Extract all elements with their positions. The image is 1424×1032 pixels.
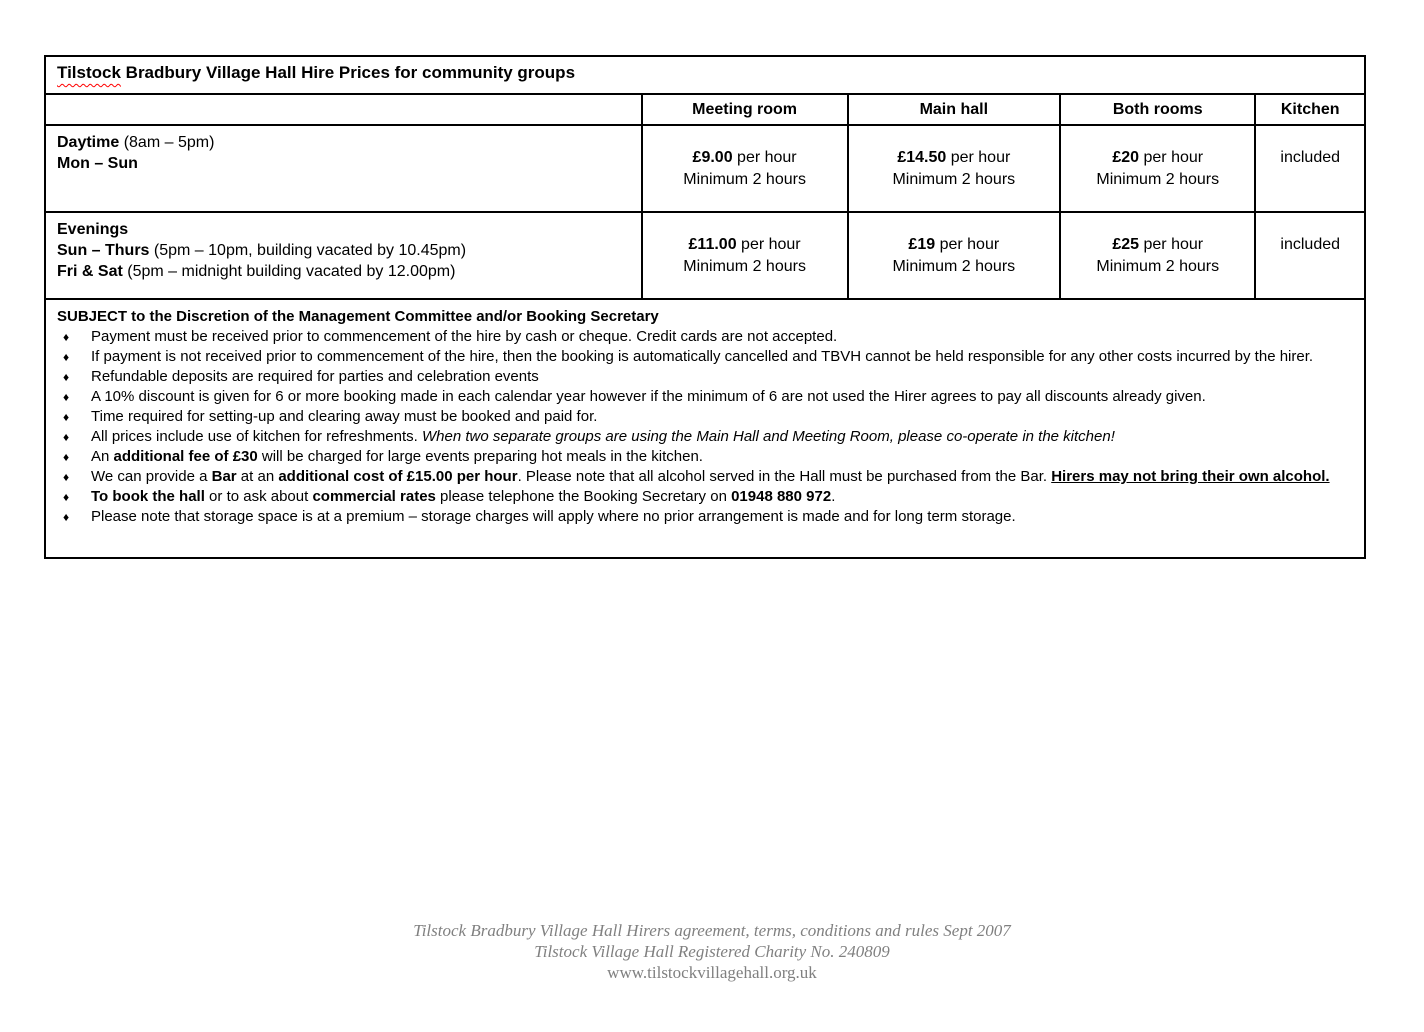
price-suffix: per hour: [1139, 148, 1204, 166]
title-row: [45, 56, 1365, 94]
daytime-row: [45, 125, 1365, 212]
footer-agreement-line: Tilstock Bradbury Village Hall Hirers agreement, terms, conditions and rules Sept 2007: [413, 921, 1011, 940]
bullet-diamond-icon: ♦: [63, 390, 70, 404]
price-minimum: Minimum 2 hours: [892, 170, 1016, 188]
daytime-meeting-room-price: [642, 125, 848, 212]
text-run: Fri & Sat: [57, 263, 123, 280]
text-run: additional fee of £30: [113, 448, 258, 465]
daytime-label: [45, 125, 642, 212]
spacer: [1260, 256, 1360, 278]
text-run: Bar: [211, 468, 237, 485]
text-run: Payment must be received prior to commencement of the hire by cash or cheque. Credit cards are not accepted.: [91, 328, 838, 345]
notes-list: [57, 327, 1353, 527]
text-run: Evenings: [57, 221, 129, 238]
text-run: commercial rates: [312, 488, 436, 505]
text-run: Mon – Sun: [57, 155, 138, 172]
label-line: [57, 153, 630, 174]
footer-website-url: www.tilstockvillagehall.org.uk: [607, 963, 817, 982]
price-value: £20: [1112, 148, 1140, 166]
note-item: [57, 367, 1353, 387]
bullet-diamond-icon: ♦: [63, 350, 70, 364]
price-value: £19: [908, 235, 936, 253]
note-item: [57, 387, 1353, 407]
text-run: A 10% discount is given for 6 or more booking made in each calendar year however if the minimum of 6 are not used the Hirer agrees to pay all discounts already given.: [91, 388, 1206, 405]
text-run: or to ask about: [204, 488, 313, 505]
price-minimum: Minimum 2 hours: [1096, 257, 1220, 275]
text-run: (5pm – 10pm, building vacated by 10.45pm): [149, 242, 467, 259]
price-minimum: Minimum 2 hours: [683, 257, 806, 275]
evenings-meeting-room-price: [642, 212, 848, 299]
daytime-both-rooms-price: [1060, 125, 1255, 212]
price-value: £9.00: [692, 148, 733, 166]
text-run: Hirers may not bring their own alcohol.: [1051, 468, 1330, 485]
title-rest: Bradbury Village Hall Hire Prices for community groups: [120, 63, 576, 82]
text-run: please telephone the Booking Secretary on: [435, 488, 732, 505]
page-title: [45, 56, 1365, 94]
note-item: [57, 347, 1353, 367]
text-run: Time required for setting-up and clearing away must be booked and paid for.: [91, 408, 598, 425]
evenings-row: [45, 212, 1365, 299]
notes-heading: SUBJECT to the Discretion of the Management Committee and/or Booking Secretary: [57, 308, 659, 325]
note-item: [57, 467, 1353, 487]
price-value: £25: [1112, 235, 1140, 253]
text-run: To book the hall: [91, 488, 205, 505]
evenings-main-hall-price: [848, 212, 1061, 299]
bullet-diamond-icon: ♦: [63, 450, 70, 464]
text-run: will be charged for large events preparing hot meals in the kitchen.: [257, 448, 703, 465]
price-suffix: per hour: [946, 148, 1011, 166]
price-value: £14.50: [897, 148, 947, 166]
text-run: at an: [236, 468, 279, 485]
kitchen-included-text: included: [1280, 235, 1341, 253]
price-suffix: per hour: [935, 235, 1000, 253]
bullet-diamond-icon: ♦: [63, 330, 70, 344]
price-suffix: per hour: [736, 235, 801, 253]
evenings-both-rooms-price: [1060, 212, 1255, 299]
bullet-diamond-icon: ♦: [63, 370, 70, 384]
text-run: Refundable deposits are required for parties and celebration events: [91, 368, 539, 385]
note-item: [57, 327, 1353, 347]
note-item: [57, 507, 1353, 527]
evenings-kitchen-included: [1255, 212, 1365, 299]
column-header-blank: [45, 94, 642, 125]
text-run: . Please note that all alcohol served in the Hall must be purchased from the Bar.: [517, 468, 1052, 485]
title-misspelled-word: Tilstock: [57, 63, 121, 82]
text-run: additional cost of £15.00 per hour: [278, 468, 518, 485]
text-run: Please note that storage space is at a premium – storage charges will apply where no prior arrangement is made and for long term storage.: [91, 508, 1016, 525]
evenings-label: [45, 212, 642, 299]
text-run: (5pm – midnight building vacated by 12.00pm): [122, 263, 456, 280]
bullet-diamond-icon: ♦: [63, 490, 70, 504]
label-line: [57, 219, 630, 240]
column-header-row: [45, 94, 1365, 125]
bullet-diamond-icon: ♦: [63, 470, 70, 484]
kitchen-included-text: included: [1280, 148, 1341, 166]
text-run: An: [91, 448, 114, 465]
text-run: We can provide a: [91, 468, 212, 485]
text-run: When two separate groups are using the Main Hall and Meeting Room, please co-operate in the kitchen!: [421, 428, 1115, 445]
notes-row: [45, 299, 1365, 558]
text-run: All prices include use of kitchen for refreshments.: [91, 428, 422, 445]
spacer: [1260, 169, 1360, 191]
label-line: [57, 132, 630, 153]
bullet-diamond-icon: ♦: [63, 430, 70, 444]
text-run: (8am – 5pm): [119, 134, 215, 151]
text-run: Sun – Thurs: [57, 242, 150, 259]
price-value: £11.00: [688, 235, 737, 253]
text-run: 01948 880 972: [731, 488, 832, 505]
text-run: .: [831, 488, 836, 505]
daytime-kitchen-included: [1255, 125, 1365, 212]
notes-section: [45, 299, 1365, 558]
column-header-kitchen: Kitchen: [1255, 94, 1365, 125]
price-minimum: Minimum 2 hours: [892, 257, 1016, 275]
column-header-meeting-room: Meeting room: [642, 94, 848, 125]
note-item: [57, 447, 1353, 467]
column-header-main-hall: Main hall: [848, 94, 1061, 125]
bullet-diamond-icon: ♦: [63, 510, 70, 524]
price-minimum: Minimum 2 hours: [1096, 170, 1220, 188]
column-header-both-rooms: Both rooms: [1060, 94, 1255, 125]
price-minimum: Minimum 2 hours: [683, 170, 806, 188]
note-item: [57, 427, 1353, 447]
note-item: [57, 407, 1353, 427]
label-line: [57, 261, 630, 282]
text-run: Daytime: [57, 134, 120, 151]
price-suffix: per hour: [732, 148, 797, 166]
page-footer: [0, 920, 1424, 983]
price-suffix: per hour: [1139, 235, 1204, 253]
bullet-diamond-icon: ♦: [63, 410, 70, 424]
note-item: [57, 487, 1353, 507]
daytime-main-hall-price: [848, 125, 1061, 212]
label-line: [57, 240, 630, 261]
footer-charity-line: Tilstock Village Hall Registered Charity No. 240809: [534, 942, 890, 961]
hire-prices-table: [44, 55, 1366, 559]
text-run: If payment is not received prior to commencement of the hire, then the booking is automatically cancelled and TBVH cannot be held responsible for any other costs incurred by the hirer.: [91, 348, 1314, 365]
